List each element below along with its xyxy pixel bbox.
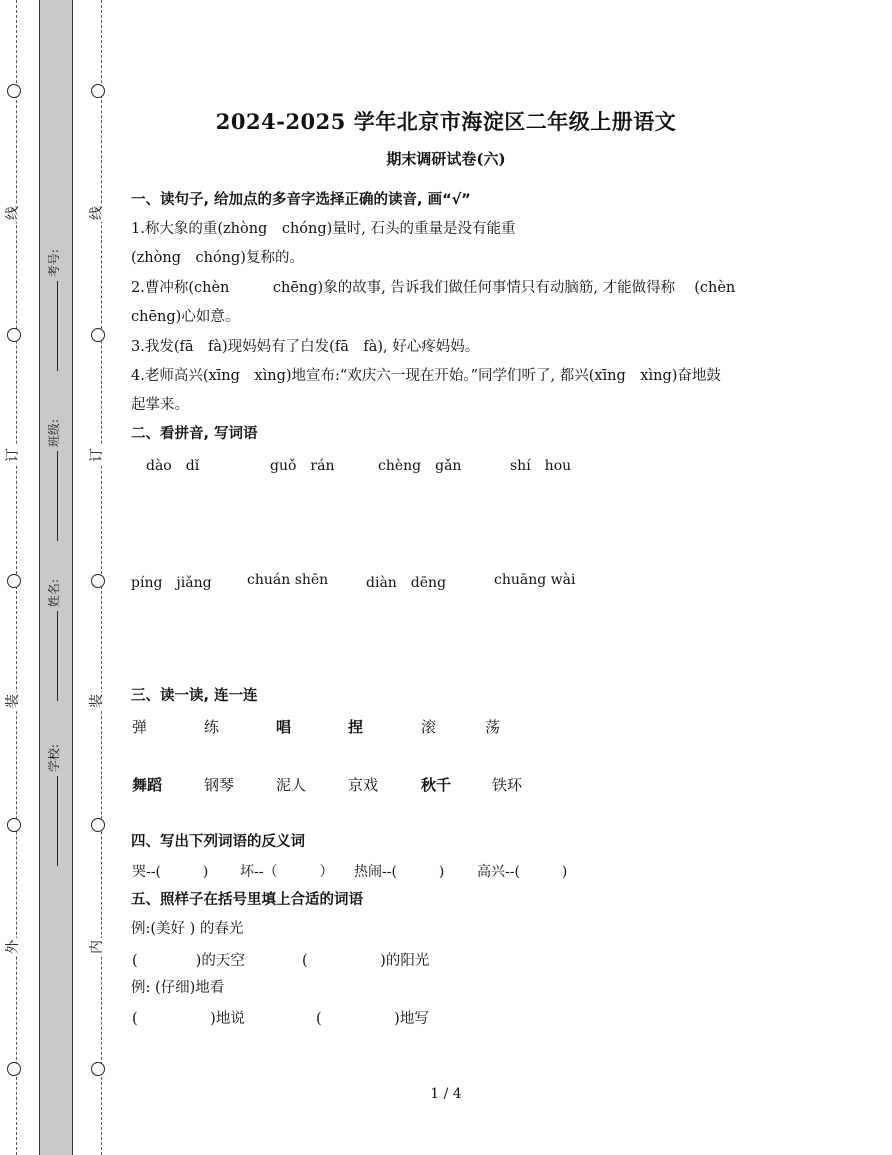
class-field[interactable]: 班级: bbox=[45, 419, 62, 545]
punch-hole bbox=[91, 328, 105, 342]
section-3-heading: 三、读一读, 连一连 bbox=[131, 688, 258, 704]
fill-blank[interactable]: ( )的阳光 bbox=[302, 953, 430, 969]
pinyin-item: chèng gǎn bbox=[378, 458, 462, 474]
margin-char-outer: 订 bbox=[5, 448, 21, 462]
antonym-item[interactable]: 热闹--( ) bbox=[354, 864, 445, 880]
page-title: 2024-2025 学年北京市海淀区二年级上册语文 bbox=[215, 109, 677, 134]
margin-char-outer: 装 bbox=[5, 694, 21, 708]
question-line: 1.称大象的重(zhòng chóng)量时, 石头的重量是没有能重 bbox=[131, 221, 516, 237]
match-verb: 捏 bbox=[348, 718, 364, 736]
match-verb: 滚 bbox=[421, 718, 437, 736]
pinyin-item: chuán shēn bbox=[247, 572, 329, 588]
punch-hole bbox=[7, 818, 21, 832]
margin-char-outer: 线 bbox=[5, 206, 21, 220]
question-line: 4.老师高兴(xīng xìng)地宣布:“欢庆六一现在开始。”同学们听了, 都兴(xīng xìng)奋地鼓 bbox=[131, 368, 721, 384]
fill-blank[interactable]: ( )地说 bbox=[132, 1011, 245, 1027]
question-line: 2.曹冲称(chèn chēng)象的故事, 告诉我们做任何事情只有动脑筋, 才能做得称 (chèn bbox=[131, 280, 736, 296]
pinyin-item: píng jiǎng bbox=[131, 575, 212, 591]
page-number: 1 / 4 bbox=[430, 1086, 462, 1102]
punch-hole bbox=[7, 1062, 21, 1076]
question-line: 3.我发(fā fà)现妈妈有了白发(fā fà), 好心疼妈妈。 bbox=[131, 339, 480, 355]
match-noun: 舞蹈 bbox=[132, 776, 163, 794]
pinyin-item: diàn dēng bbox=[366, 575, 447, 591]
margin-char-outer: 外 bbox=[5, 940, 21, 954]
exam-number-field[interactable]: 考号: bbox=[45, 249, 62, 375]
punch-hole bbox=[91, 1062, 105, 1076]
match-verb: 弹 bbox=[132, 718, 148, 736]
antonym-item[interactable]: 哭--( ) bbox=[132, 864, 209, 880]
antonym-item[interactable]: 坏--（ ） bbox=[240, 864, 334, 880]
punch-hole bbox=[91, 574, 105, 588]
fill-blank[interactable]: ( )地写 bbox=[316, 1011, 429, 1027]
match-noun: 钢琴 bbox=[204, 776, 235, 794]
binding-band bbox=[39, 0, 73, 1155]
page-subtitle: 期末调研试卷(六) bbox=[386, 150, 506, 168]
school-field[interactable]: 学校: bbox=[45, 744, 62, 870]
punch-hole bbox=[91, 818, 105, 832]
example-line: 例:(美好 ) 的春光 bbox=[131, 921, 244, 937]
margin-char-inner: 装 bbox=[89, 694, 105, 708]
section-5-heading: 五、照样子在括号里填上合适的词语 bbox=[131, 892, 363, 908]
pinyin-item: chuāng wài bbox=[494, 572, 576, 588]
question-line: 起掌来。 bbox=[131, 397, 189, 413]
margin-char-inner: 订 bbox=[89, 448, 105, 462]
match-noun: 泥人 bbox=[276, 776, 307, 794]
match-noun: 秋千 bbox=[421, 776, 452, 794]
pinyin-item: guǒ rán bbox=[270, 458, 335, 474]
punch-hole bbox=[7, 328, 21, 342]
punch-hole bbox=[91, 84, 105, 98]
section-4-heading: 四、写出下列词语的反义词 bbox=[131, 834, 305, 850]
match-noun: 铁环 bbox=[492, 776, 523, 794]
match-verb: 练 bbox=[204, 718, 220, 736]
punch-hole bbox=[7, 574, 21, 588]
fill-blank[interactable]: ( )的天空 bbox=[132, 953, 245, 969]
match-noun: 京戏 bbox=[348, 776, 379, 794]
punch-hole bbox=[7, 84, 21, 98]
section-2-heading: 二、看拼音, 写词语 bbox=[131, 426, 258, 442]
section-1-heading: 一、读句子, 给加点的多音字选择正确的读音, 画“√” bbox=[131, 192, 471, 208]
margin-char-inner: 内 bbox=[89, 940, 105, 954]
example-line: 例: (仔细)地看 bbox=[131, 980, 225, 996]
match-verb: 唱 bbox=[276, 718, 292, 736]
question-line: (zhòng chóng)复称的。 bbox=[131, 250, 304, 266]
question-line: chēng)心如意。 bbox=[131, 309, 240, 325]
pinyin-item: dào dǐ bbox=[146, 458, 200, 474]
name-field[interactable]: 姓名: bbox=[45, 579, 62, 705]
antonym-item[interactable]: 高兴--( ) bbox=[477, 864, 568, 880]
match-verb: 荡 bbox=[485, 718, 501, 736]
margin-char-inner: 线 bbox=[89, 206, 105, 220]
pinyin-item: shí hou bbox=[510, 458, 572, 474]
